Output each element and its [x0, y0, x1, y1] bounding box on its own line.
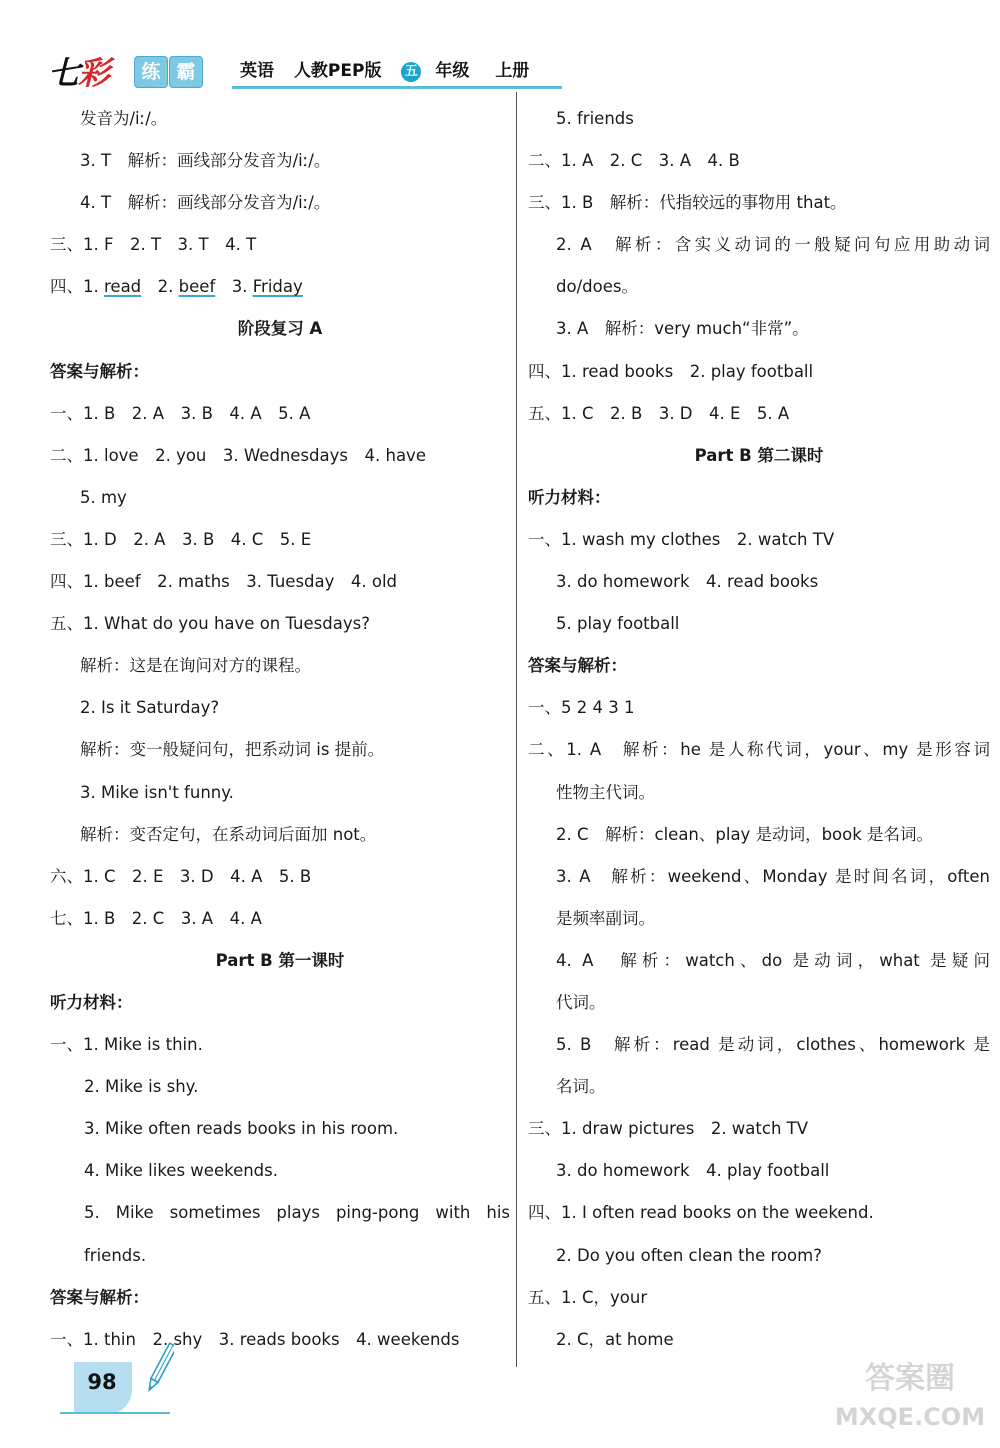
listening-line: 5. Mike sometimes plays ping-pong with his — [84, 1203, 510, 1223]
answer-line: 2. C，at home — [556, 1329, 674, 1349]
answer-line: 2. Do you often clean the room? — [556, 1245, 822, 1265]
grade-label: 年级 — [435, 61, 470, 81]
listening-line: 2. Mike is shy. — [84, 1077, 199, 1097]
explanation-line: 代词。 — [556, 992, 606, 1012]
listening-line: 一、1. wash my clothes 2. watch TV — [528, 529, 835, 549]
footer-line — [60, 1412, 170, 1414]
answer-line: 发音为/iː/。 — [80, 109, 168, 128]
answer-line: 一、5 2 4 3 1 — [528, 698, 635, 718]
brand-logo — [48, 46, 238, 92]
grade-number-badge: 五 — [401, 62, 421, 82]
answer-line: 一、1. B 2. A 3. B 4. A 5. A — [50, 403, 311, 423]
subsection-heading: 答案与解析： — [50, 361, 149, 381]
pencil-icon — [148, 1338, 174, 1398]
logo-char-1: 七 — [48, 54, 79, 92]
listening-line: friends. — [84, 1245, 147, 1265]
subject-label: 英语 — [240, 61, 274, 81]
answer-line: 2. C 解析：clean、play 是动词，book 是名词。 — [556, 824, 934, 844]
logo-box-1: 练 — [134, 56, 168, 88]
section-title: Part B 第一课时 — [215, 950, 345, 970]
answer-line: 5. B 解析：read 是动词，clothes、homework 是 — [556, 1035, 990, 1055]
answer-line: 五、1. C，your — [528, 1287, 648, 1307]
subsection-heading: 答案与解析： — [528, 656, 627, 676]
volume-label: 上册 — [495, 61, 530, 81]
subsection-heading: 答案与解析： — [50, 1287, 149, 1307]
answer-line: 三、1. draw pictures 2. watch TV — [528, 1119, 809, 1139]
answer-line: 四、1. beef 2. maths 3. Tuesday 4. old — [50, 572, 398, 592]
page-number: 98 — [87, 1370, 117, 1394]
answer-line: 四、1. read books 2. play football — [528, 361, 814, 381]
listening-line: 一、1. Mike is thin. — [50, 1035, 203, 1055]
explanation-line: 名词。 — [556, 1077, 606, 1097]
answer-line: 六、1. C 2. E 3. D 4. A 5. B — [50, 866, 312, 886]
answer-line: 二、1. A 解析：he 是人称代词，your、my 是形容词 — [528, 740, 990, 760]
page-header — [0, 0, 1000, 100]
explanation-line: 性物主代词。 — [556, 782, 655, 802]
answer-line: 3. T 解析：画线部分发音为/iː/。 — [80, 151, 331, 171]
answer-line: 一、1. thin 2. shy 3. reads books 4. weekends — [50, 1329, 460, 1349]
listening-line: 3. do homework 4. read books — [556, 572, 819, 592]
answer-line: 4. A 解析：watch、do 是动词，what 是疑问 — [556, 950, 990, 970]
answer-line: 3. do homework 4. play football — [556, 1161, 830, 1181]
explanation-line: 解析：变否定句，在系动词后面加 not。 — [80, 824, 377, 844]
explanation-line: 是频率副词。 — [556, 908, 655, 928]
subsection-heading: 听力材料： — [50, 992, 133, 1012]
underlined-word: read — [104, 277, 142, 297]
left-column — [50, 98, 510, 1361]
answer-line: 二、1. A 2. C 3. A 4. B — [528, 151, 740, 171]
explanation-line: 解析：变一般疑问句，把系动词 is 提前。 — [80, 740, 385, 760]
answer-line: 五、1. C 2. B 3. D 4. E 5. A — [528, 403, 790, 423]
answer-line: 5. my — [80, 487, 127, 507]
answer-line: 3. A 解析：very much“非常”。 — [556, 319, 809, 339]
answer-line: do/does。 — [556, 277, 638, 297]
section-title: 阶段复习 A — [237, 319, 323, 339]
answer-line: 四、1. I often read books on the weekend. — [528, 1203, 874, 1223]
answer-line: 三、1. B 解析：代指较远的事物用 that。 — [528, 193, 847, 213]
listening-line: 4. Mike likes weekends. — [84, 1161, 278, 1181]
underlined-word: Friday — [252, 277, 303, 297]
subsection-heading: 听力材料： — [528, 487, 611, 507]
explanation-line: 解析：这是在询问对方的课程。 — [80, 656, 311, 676]
edition-label: 人教PEP版 — [293, 61, 382, 81]
answer-line: 二、1. love 2. you 3. Wednesdays 4. have — [50, 445, 426, 465]
listening-line: 5. play football — [556, 614, 680, 634]
answer-line: 三、1. D 2. A 3. B 4. C 5. E — [50, 529, 312, 549]
listening-line: 5. friends — [556, 109, 634, 128]
answer-line: 三、1. F 2. T 3. T 4. T — [50, 235, 257, 255]
header-underline — [232, 86, 562, 89]
answer-line: 3. Mike isn't funny. — [80, 782, 234, 802]
answer-line: 4. T 解析：画线部分发音为/iː/。 — [80, 193, 331, 213]
logo-char-2: 彩 — [78, 54, 109, 92]
answer-line: 3. A 解析：weekend、Monday 是时间名词，often — [556, 866, 990, 886]
watermark: 答案圈 MXQE.COM — [834, 1361, 986, 1431]
answer-line: 七、1. B 2. C 3. A 4. A — [50, 908, 262, 928]
answer-line: 四、1. read 2. beef 3. Friday — [50, 277, 303, 297]
right-column — [528, 98, 990, 1361]
answer-line: 2. Is it Saturday? — [80, 698, 220, 718]
column-divider — [516, 92, 517, 1367]
listening-line: 3. Mike often reads books in his room. — [84, 1119, 399, 1139]
answer-line: 2. A 解析：含实义动词的一般疑问句应用助动词 — [556, 235, 990, 255]
underlined-word: beef — [178, 277, 216, 297]
section-title: Part B 第二课时 — [694, 445, 824, 465]
logo-box-2: 霸 — [169, 56, 203, 88]
answer-line: 五、1. What do you have on Tuesdays? — [50, 614, 370, 634]
book-info — [240, 56, 543, 82]
